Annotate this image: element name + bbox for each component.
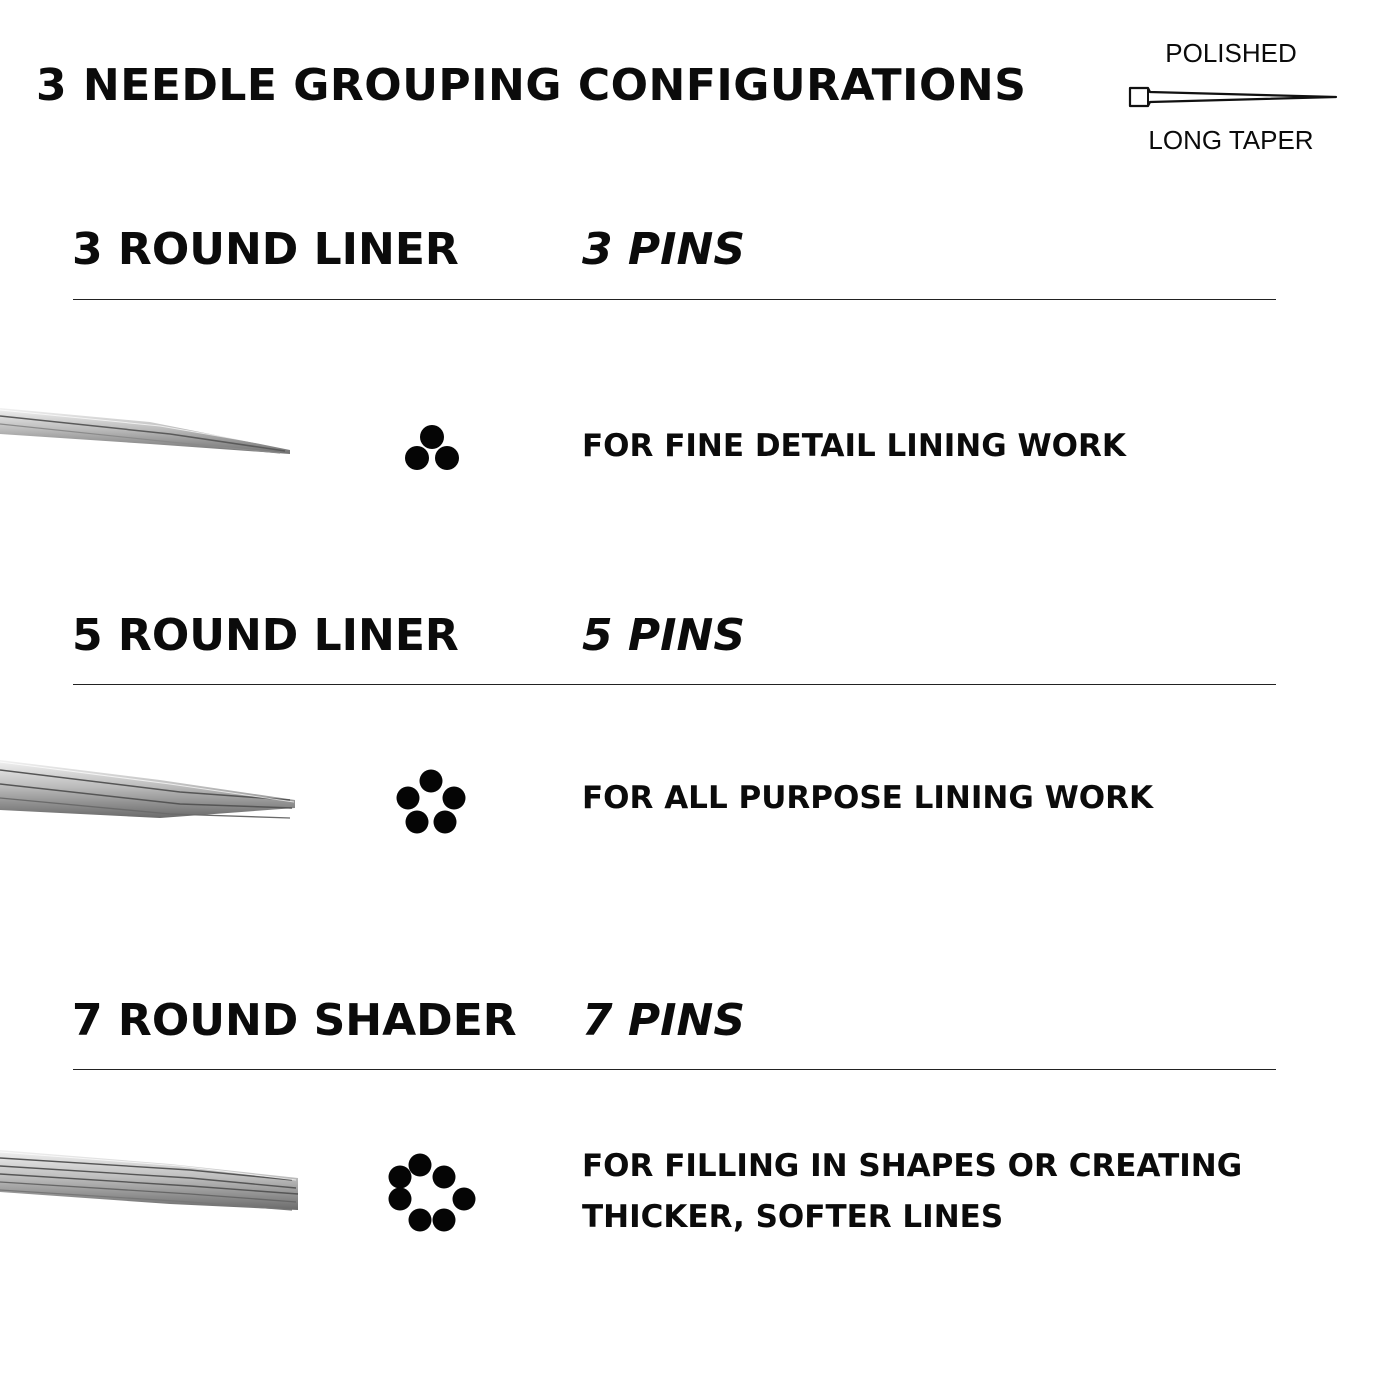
page-title: 3 NEEDLE GROUPING CONFIGURATIONS	[36, 60, 1027, 111]
five-dot-cluster-icon	[394, 768, 468, 836]
seven-dot-cluster-icon	[386, 1152, 478, 1234]
needle-name: 5 ROUND LINER	[72, 610, 459, 661]
pin-count: 7 PINS	[582, 995, 746, 1046]
needle-description	[582, 421, 1126, 472]
needle-description	[582, 773, 1153, 824]
needle-name: 7 ROUND SHADER	[72, 995, 517, 1046]
description-line: FOR ALL PURPOSE LINING WORK	[582, 780, 1154, 816]
divider	[73, 684, 1276, 685]
divider	[73, 299, 1276, 300]
legend-long-taper-label: LONG TAPER	[1148, 125, 1314, 155]
legend-polished-label: POLISHED	[1165, 38, 1297, 68]
divider	[73, 1069, 1276, 1070]
description-line: FOR FINE DETAIL LINING WORK	[582, 428, 1126, 464]
needle-name: 3 ROUND LINER	[72, 224, 459, 275]
tapered-needle-icon	[1126, 80, 1338, 114]
description-line: FOR FILLING IN SHAPES OR CREATING	[582, 1148, 1243, 1184]
three-dot-cluster-icon	[402, 422, 462, 474]
needle-photo	[0, 1142, 305, 1222]
description-line: THICKER, SOFTER LINES	[582, 1199, 1004, 1235]
needle-description	[582, 1141, 1242, 1243]
pin-count: 3 PINS	[582, 224, 746, 275]
needle-photo	[0, 752, 300, 832]
needle-photo	[0, 398, 300, 468]
pin-count: 5 PINS	[582, 610, 746, 661]
